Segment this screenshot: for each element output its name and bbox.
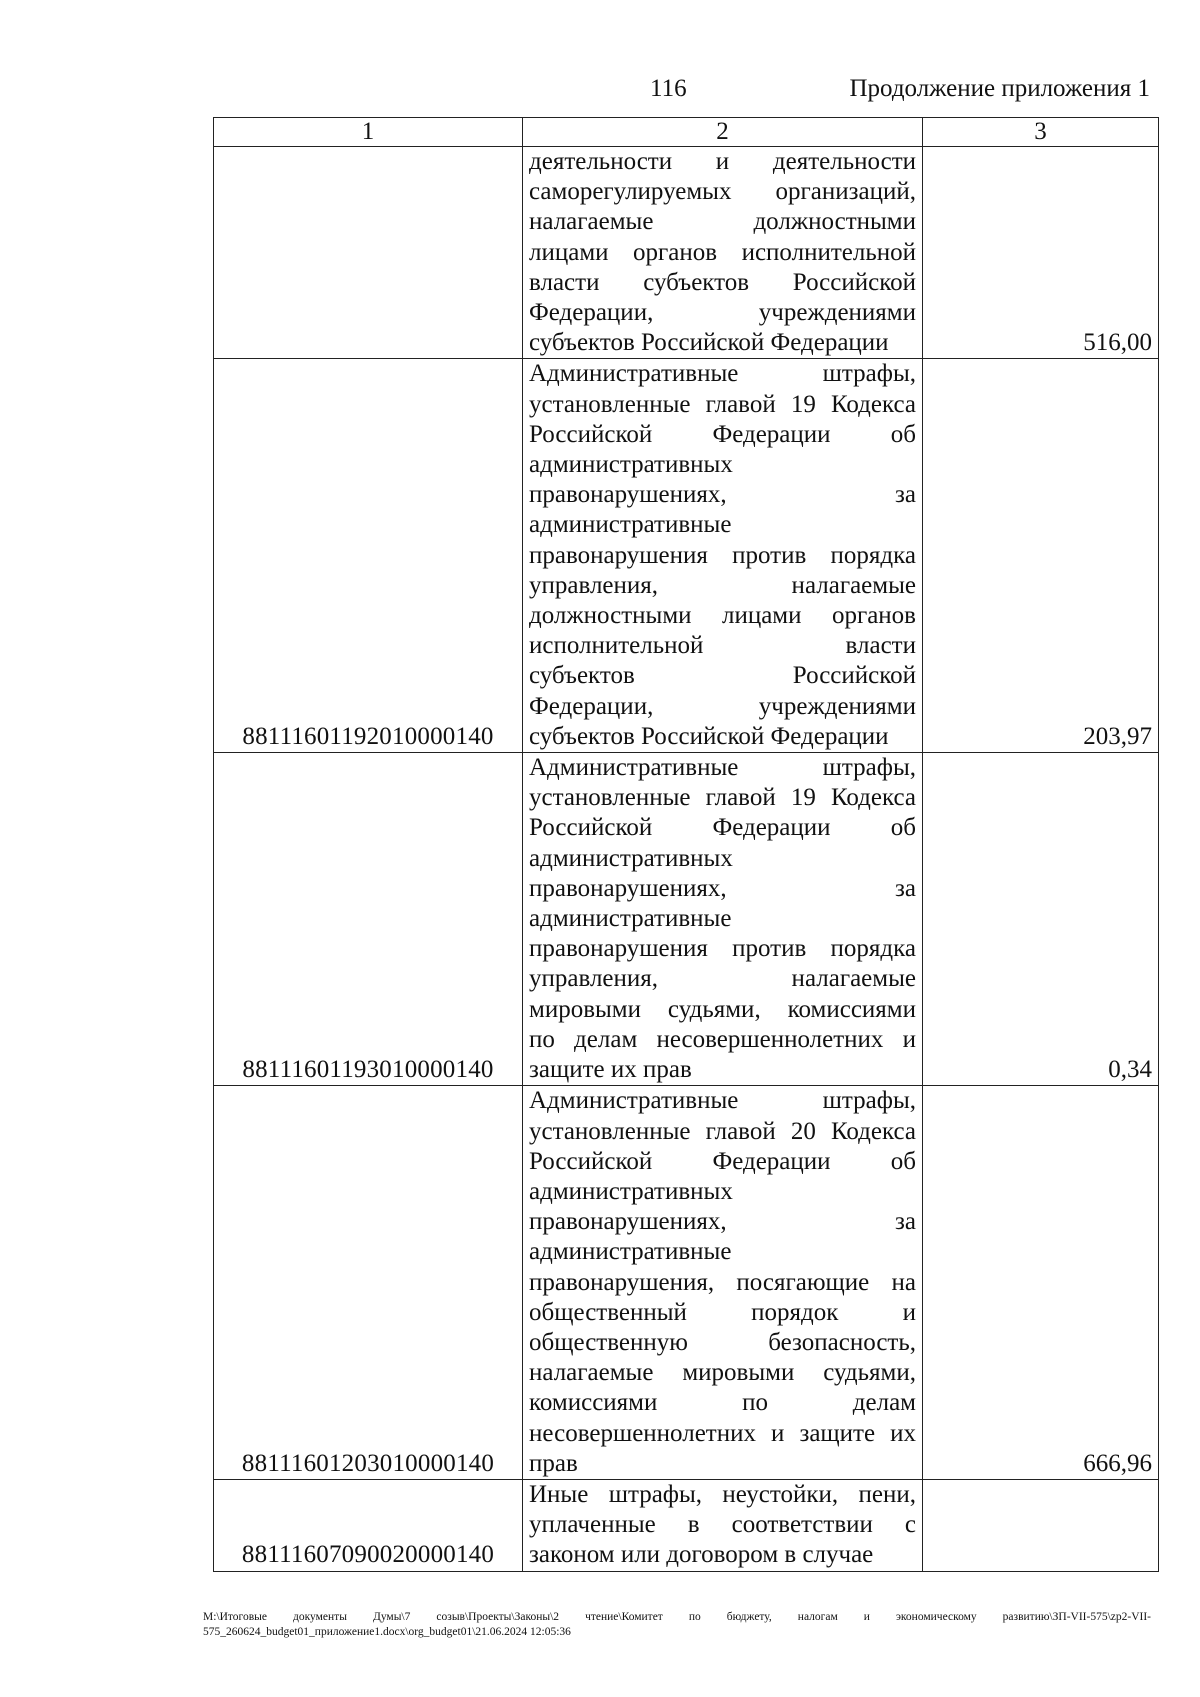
description-line: правонарушениях, за (529, 1208, 916, 1236)
description-line: общественную безопасность, (529, 1328, 916, 1356)
column-header-1: 1 (214, 118, 523, 147)
description-line: защите их прав (529, 1056, 692, 1084)
description-line: налагаемые должностными (529, 208, 916, 236)
description-line: административные (529, 511, 732, 539)
table-row (214, 359, 1159, 753)
description-line: исполнительной власти (529, 632, 916, 660)
description-line: власти субъектов Российской (529, 268, 916, 296)
description-line: субъектов Российской Федерации (529, 329, 889, 357)
description-line: правонарушениях, за (529, 481, 916, 509)
document-path-footer: М:\Итоговые документы Думы\7 созыв\Проекты\Законы\2 чтение\Комитет по бюджету, налогам и экономическому развитию\ЗП-VII-575\zp2-VII-575_260624_budget01_приложение1.docx\org_budget01\21.06.2024 12:05:36 (203, 1611, 1151, 1638)
amount-cell: 666,96 (923, 1086, 1159, 1480)
description-line: Федерации, учреждениями (529, 299, 916, 327)
description-cell (523, 1479, 923, 1571)
description-line: Административные штрафы, (529, 360, 916, 388)
budget-code-cell: 88111601193010000140 (214, 753, 523, 1086)
budget-table (213, 117, 1159, 1572)
description-line: мировыми судьями, комиссиями (529, 995, 916, 1023)
description-cell (523, 753, 923, 1086)
page-number: 116 (650, 75, 687, 102)
description-line: административных (529, 451, 733, 479)
table-header-row (214, 118, 1159, 147)
table-body (214, 147, 1159, 1572)
description-line: правонарушения, посягающие на (529, 1268, 916, 1296)
description-line: Административные штрафы, (529, 1087, 916, 1115)
description-line: саморегулируемых организаций, (529, 178, 916, 206)
description-line: правонарушения против порядка (529, 541, 916, 569)
description-line: Российской Федерации об (529, 814, 916, 842)
description-line: административных (529, 844, 733, 872)
description-line: Иные штрафы, неустойки, пени, (529, 1480, 916, 1508)
budget-code-cell (214, 147, 523, 359)
description-line: Российской Федерации об (529, 1147, 916, 1175)
description-line: субъектов Российской (529, 662, 916, 690)
description-line: лицами органов исполнительной (529, 238, 916, 266)
description-line: налагаемые мировыми судьями, (529, 1359, 916, 1387)
description-line: должностными лицами органов (529, 602, 916, 630)
description-line: законом или договором в случае (529, 1541, 874, 1569)
table-row (214, 1479, 1159, 1571)
description-line: общественный порядок и (529, 1298, 916, 1326)
amount-cell: 203,97 (923, 359, 1159, 753)
description-line: комиссиями по делам (529, 1389, 916, 1417)
column-header-3: 3 (923, 118, 1159, 147)
description-line: Административные штрафы, (529, 754, 916, 782)
amount-cell: 516,00 (923, 147, 1159, 359)
description-line: установленные главой 20 Кодекса (529, 1117, 916, 1145)
continuation-heading: Продолжение приложения 1 (849, 75, 1150, 102)
table-row (214, 147, 1159, 359)
description-line: Российской Федерации об (529, 420, 916, 448)
description-cell (523, 147, 923, 359)
amount-cell: 0,34 (923, 753, 1159, 1086)
description-line: управления, налагаемые (529, 571, 916, 599)
table-row (214, 1086, 1159, 1480)
description-line: несовершеннолетних и защите их (529, 1419, 916, 1447)
description-line: административные (529, 905, 732, 933)
budget-code-cell: 88111601203010000140 (214, 1086, 523, 1480)
description-line: административных (529, 1177, 733, 1205)
description-line: правонарушениях, за (529, 874, 916, 902)
description-line: субъектов Российской Федерации (529, 722, 889, 750)
description-line: административные (529, 1238, 732, 1266)
description-line: деятельности и деятельности (529, 148, 916, 175)
table-row (214, 753, 1159, 1086)
budget-code-cell: 88111601192010000140 (214, 359, 523, 753)
description-line: установленные главой 19 Кодекса (529, 390, 916, 418)
description-line: Федерации, учреждениями (529, 692, 916, 720)
description-line: установленные главой 19 Кодекса (529, 784, 916, 812)
description-line: прав (529, 1449, 578, 1477)
amount-cell (923, 1479, 1159, 1571)
budget-code-cell: 88111607090020000140 (214, 1479, 523, 1571)
description-line: управления, налагаемые (529, 965, 916, 993)
description-line: по делам несовершеннолетних и (529, 1025, 916, 1053)
description-cell (523, 1086, 923, 1480)
description-cell (523, 359, 923, 753)
description-line: правонарушения против порядка (529, 935, 916, 963)
description-line: уплаченные в соответствии с (529, 1511, 916, 1539)
column-header-2: 2 (523, 118, 923, 147)
